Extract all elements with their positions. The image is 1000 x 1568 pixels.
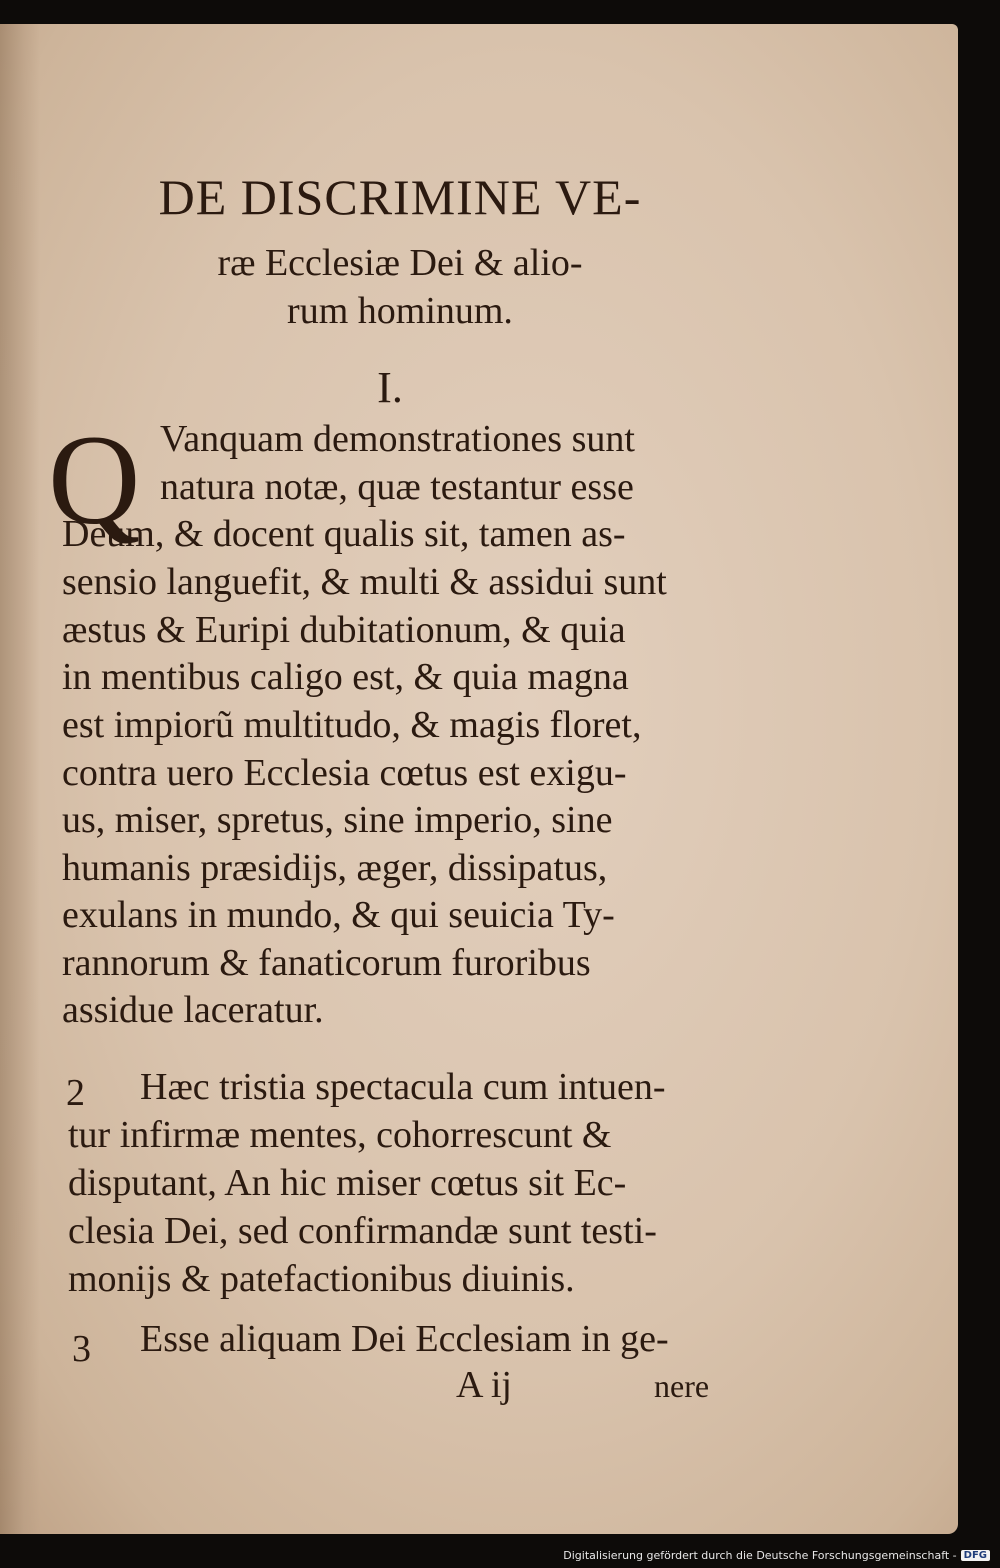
text-line: Deum, & docent qualis sit, tamen as-: [62, 513, 626, 555]
dfg-logo-icon: DFG: [961, 1550, 990, 1561]
section-numeral: I.: [377, 363, 403, 412]
catchword: nere: [654, 1368, 710, 1404]
text-line: monijs & patefactionibus diuinis.: [68, 1258, 575, 1300]
text-line: in mentibus caligo est, & quia magna: [62, 656, 629, 698]
text-line: assidue laceratur.: [62, 989, 324, 1031]
text-line: Esse aliquam Dei Ecclesiam in ge-: [140, 1318, 669, 1360]
text-line: clesia Dei, sed confirmandæ sunt testi-: [68, 1210, 657, 1252]
title-line-3: rum hominum.: [287, 290, 513, 332]
book-page: [0, 24, 958, 1534]
text-line: tur infirmæ mentes, cohorrescunt &: [68, 1114, 612, 1156]
text-line: est impiorũ multitudo, & magis floret,: [62, 704, 642, 746]
text-line: contra uero Ecclesia cœtus est exigu-: [62, 752, 627, 794]
text-line: humanis præsidijs, æger, dissipatus,: [62, 847, 608, 889]
digitization-credit: [563, 1549, 990, 1562]
paragraph-number: 3: [72, 1328, 91, 1370]
drop-capital: Q: [48, 409, 141, 551]
text-line: æstus & Euripi dubitationum, & quia: [62, 609, 626, 651]
text-line: exulans in mundo, & qui seuicia Ty-: [62, 894, 615, 936]
text-line: natura notæ, quæ testantur esse: [160, 466, 634, 508]
text-line: sensio languefit, & multi & assidui sunt: [62, 561, 667, 603]
paragraph-number: 2: [66, 1072, 85, 1114]
page-spine-shadow: [0, 24, 40, 1534]
title-line-2: ræ Ecclesiæ Dei & alio-: [217, 242, 583, 284]
text-line: Vanquam demonstrationes sunt: [160, 418, 635, 460]
credit-text: Digitalisierung gefördert durch die Deutsche Forschungsgemeinschaft -: [563, 1549, 957, 1562]
title-line-1: DE DISCRIMINE VE-: [158, 169, 642, 225]
text-line: Hæc tristia spectacula cum intuen-: [140, 1066, 666, 1108]
signature-mark: A ij: [456, 1364, 512, 1406]
text-line: us, miser, spretus, sine imperio, sine: [62, 799, 613, 841]
text-line: disputant, An hic miser cœtus sit Ec-: [68, 1162, 627, 1204]
text-line: rannorum & fanaticorum furoribus: [62, 942, 591, 984]
